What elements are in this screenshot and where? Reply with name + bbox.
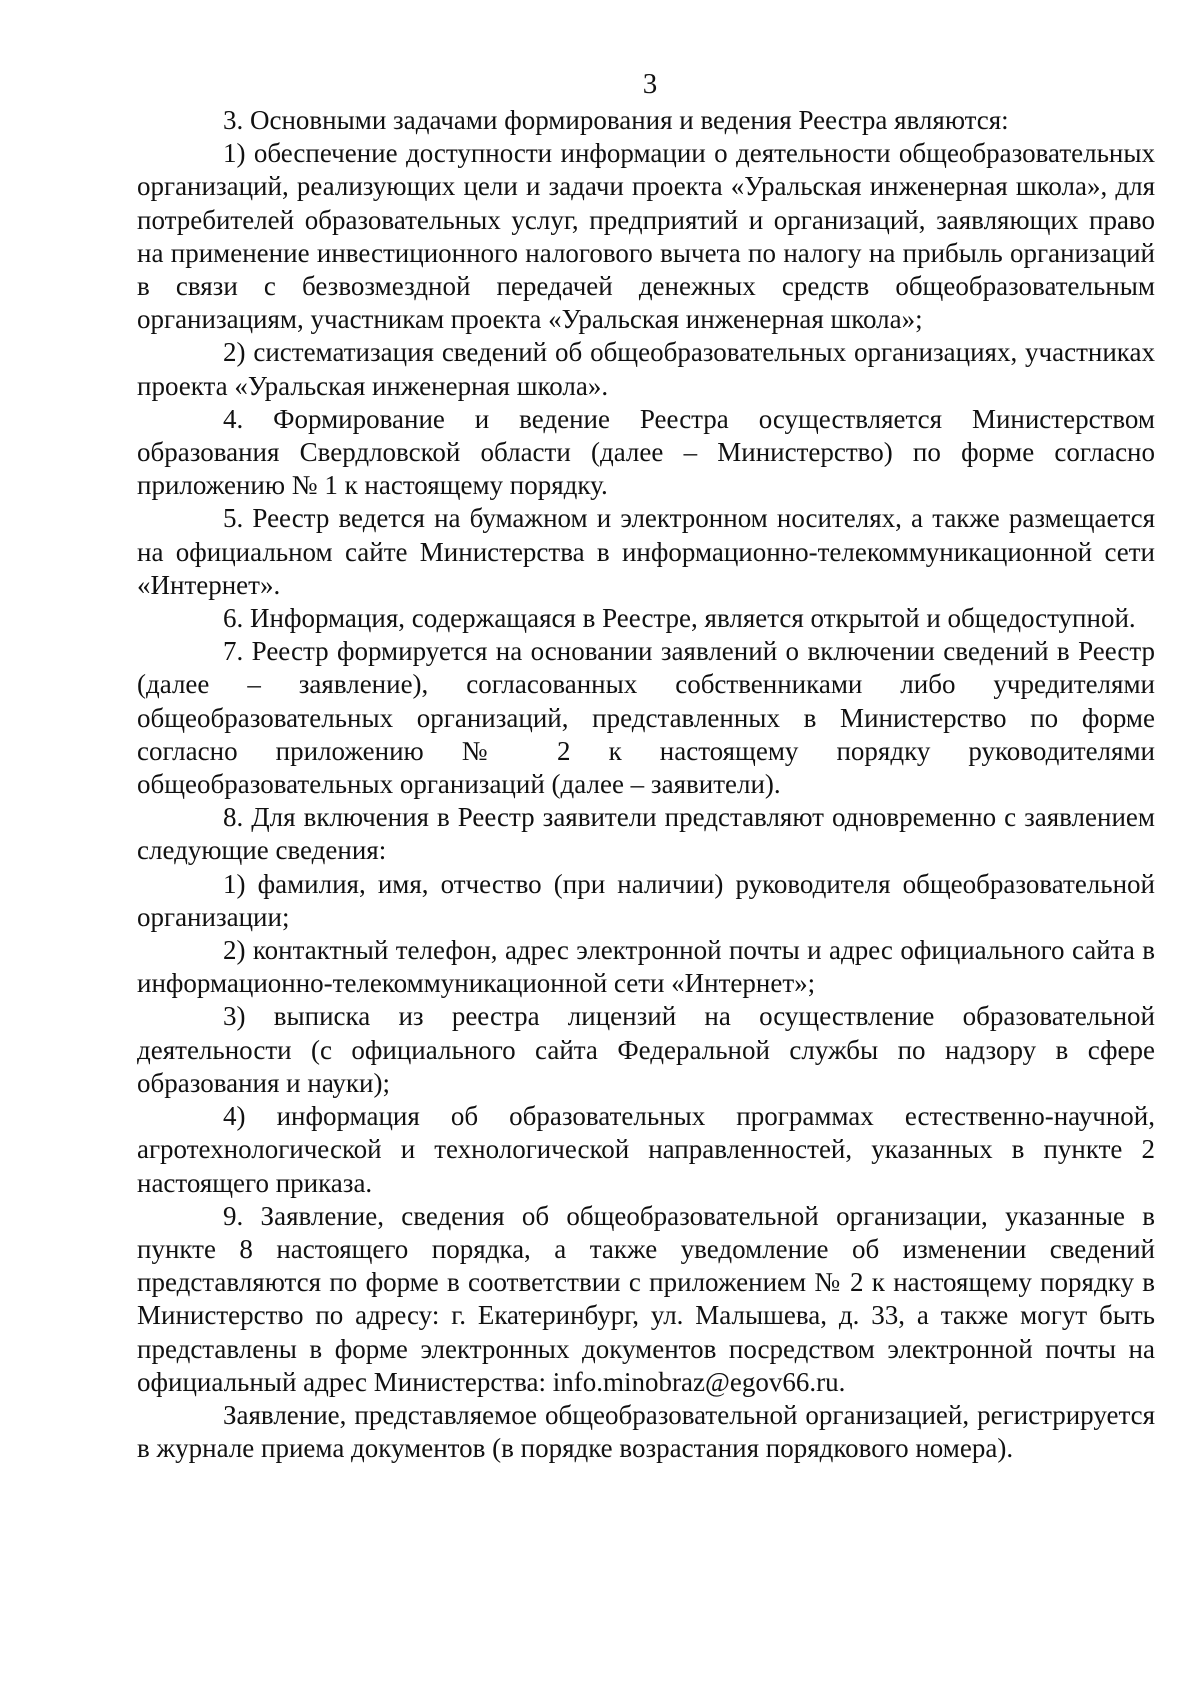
paragraph-item-6: 6. Информация, содержащаяся в Реестре, является открытой и общедоступной. <box>223 603 1136 634</box>
paragraph-subitem-3-2: 2) систематизация сведений об общеобразовательных организациях, участниках проекта «Уральская инженерная школа». <box>137 337 1155 401</box>
paragraph-item-3: 3. Основными задачами формирования и ведения Реестра являются: <box>223 105 1009 135</box>
document-body <box>137 104 1155 1465</box>
paragraph-subitem-8-1: 1) фамилия, имя, отчество (при наличии) руководителя общеобразовательной организации; <box>137 868 1155 932</box>
page-number: 3 <box>642 68 658 100</box>
paragraph-item-5: 5. Реестр ведется на бумажном и электронном носителях, а также размещается на официальном сайте Министерства в информационно-телекоммуникационной сети «Интернет». <box>137 503 1155 600</box>
paragraph-subitem-8-4: 4) информация об образовательных программах естественно-научной, агротехнологической и технологической направленностей, указанных в пункте 2 настоящего приказа. <box>137 1101 1155 1198</box>
paragraph-item-9: 9. Заявление, сведения об общеобразовательной организации, указанные в пункте 8 настоящего порядка, а также уведомление об изменении сведений представляются по форме в соответствии с приложением № 2 к настоящему порядку в Министерство по адресу: г. Екатеринбург, ул. Малышева, д. 33, а также могут быть представлены в форме электронных документов посредством электронной почты на официальный адрес Министерства: info.minobraz@egov66.ru. <box>137 1200 1155 1397</box>
paragraph-subitem-3-1: 1) обеспечение доступности информации о деятельности общеобразовательных организаций, реализующих цели и задачи проекта «Уральская инженерная школа», для потребителей образовательных услуг, предприятий и организаций, заявляющих право на применение инвестиционного налогового вычета по налогу на прибыль организаций в связи с безвозмездной передачей денежных средств общеобразовательным организациям, участникам проекта «Уральская инженерная школа»; <box>137 138 1155 335</box>
paragraph-subitem-8-2: 2) контактный телефон, адрес электронной почты и адрес официального сайта в информационно-телекоммуникационной сети «Интернет»; <box>137 935 1155 999</box>
paragraph-subitem-8-3: 3) выписка из реестра лицензий на осуществление образовательной деятельности (с официального сайта Федеральной службы по надзору в сфере образования и науки); <box>137 1001 1155 1098</box>
paragraph-item-8: 8. Для включения в Реестр заявители представляют одновременно с заявлением следующие сведения: <box>137 802 1155 866</box>
paragraph-item-7: 7. Реестр формируется на основании заявлений о включении сведений в Реестр (далее – заявление), согласованных собственниками либо учредителями общеобразовательных организаций, представленных в Министерство по форме согласно приложению № 2 к настоящему порядку руководителями общеобразовательных организаций (далее – заявители). <box>137 636 1155 800</box>
paragraph-registration: Заявление, представляемое общеобразовательной организацией, регистрируется в журнале приема документов (в порядке возрастания порядкового номера). <box>137 1399 1155 1464</box>
paragraph-item-4: 4. Формирование и ведение Реестра осуществляется Министерством образования Свердловской области (далее – Министерство) по форме согласно приложению № 1 к настоящему порядку. <box>137 403 1155 501</box>
